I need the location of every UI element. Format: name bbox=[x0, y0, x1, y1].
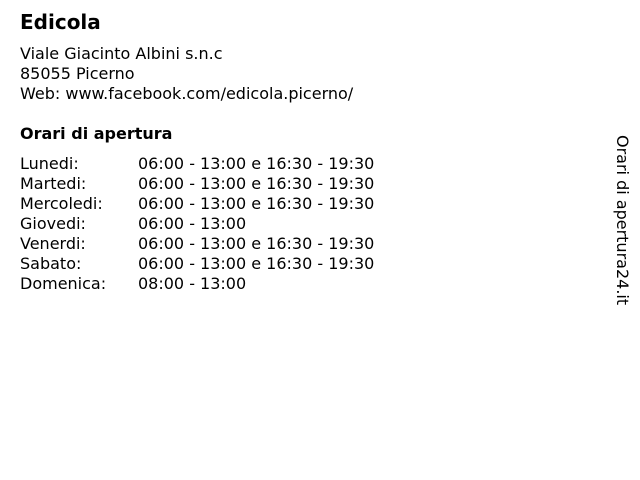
day-label: Martedi: bbox=[20, 174, 87, 193]
time-value: 06:00 - 13:00 e 16:30 - 19:30 bbox=[138, 174, 375, 193]
street-address: Viale Giacinto Albini s.n.c bbox=[20, 44, 223, 63]
hours-row-wednesday bbox=[20, 194, 374, 214]
day-label: Lunedi: bbox=[20, 154, 79, 173]
address-block bbox=[20, 44, 353, 104]
hours-row-thursday bbox=[20, 214, 374, 234]
site-watermark: Orari di apertura24.it bbox=[613, 135, 632, 306]
opening-hours-title: Orari di apertura bbox=[20, 124, 173, 143]
city-address: 85055 Picerno bbox=[20, 64, 135, 83]
time-value: 08:00 - 13:00 bbox=[138, 274, 247, 293]
business-name: Edicola bbox=[20, 10, 101, 34]
time-value: 06:00 - 13:00 e 16:30 - 19:30 bbox=[138, 254, 375, 273]
day-label: Domenica: bbox=[20, 274, 107, 293]
hours-row-friday bbox=[20, 234, 374, 254]
hours-row-saturday bbox=[20, 254, 374, 274]
hours-row-sunday bbox=[20, 274, 374, 294]
time-value: 06:00 - 13:00 e 16:30 - 19:30 bbox=[138, 154, 375, 173]
hours-row-monday bbox=[20, 154, 374, 174]
time-value: 06:00 - 13:00 e 16:30 - 19:30 bbox=[138, 194, 375, 213]
day-label: Sabato: bbox=[20, 254, 82, 273]
day-label: Mercoledi: bbox=[20, 194, 103, 213]
day-label: Venerdi: bbox=[20, 234, 86, 253]
day-label: Giovedi: bbox=[20, 214, 86, 233]
opening-hours-table bbox=[20, 154, 374, 294]
time-value: 06:00 - 13:00 bbox=[138, 214, 247, 233]
website-link[interactable]: Web: www.facebook.com/edicola.picerno/ bbox=[20, 84, 354, 103]
hours-row-tuesday bbox=[20, 174, 374, 194]
time-value: 06:00 - 13:00 e 16:30 - 19:30 bbox=[138, 234, 375, 253]
